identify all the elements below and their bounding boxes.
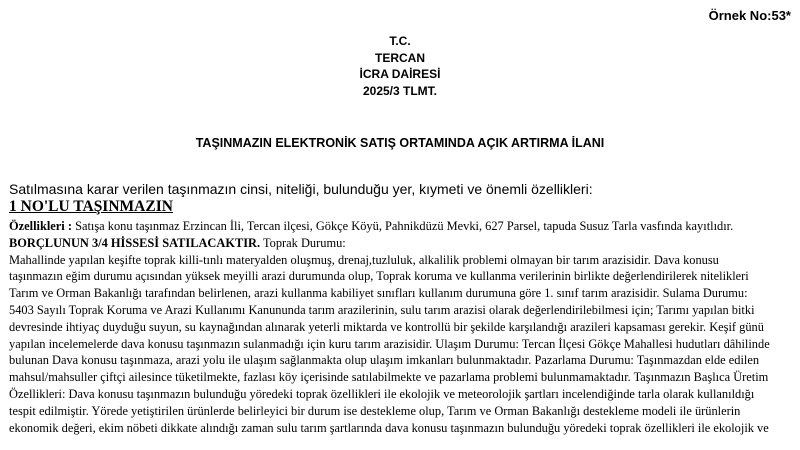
body-line: Özellikleri: Dava konusu taşınmazın bulunduğu yöredeki toprak özellikleri ile ekolojik ve meteorolojik şartları incelendiğinde tarla olarak kullanıldığı (9, 386, 755, 401)
body-line: taşınmazın eğim durumu açısından yüksek meyilli arazi durumunda olup, Toprak koruma ve kullanma verilerinin birlikte değerlendirilerek nitelikleri (9, 269, 749, 284)
properties-label: Özellikleri : (9, 219, 72, 233)
header-district: TERCAN (375, 50, 425, 65)
header-file-number: 2025/3 TLMT. (362, 83, 438, 98)
body-line: tespit edilmiştir. Yörede yetiştirilen ürünlerde belirleyici bir durum ise destekleme olup, Tarım ve Orman Bakanlığı destekleme modeli ile ürünlerin (9, 403, 741, 418)
intro-text: Satılmasına karar verilen taşınmazın cinsi, niteliği, bulunduğu yer, kıymeti ve önemli özellikleri: (9, 181, 593, 197)
debtor-line (9, 235, 794, 252)
properties-text: Satışa konu taşınmaz Erzincan İli, Tercan ilçesi, Gökçe Köyü, Pahnikdüzü Mevki, 627 Parsel, tapuda Susuz Tarla vasfında kayıtlıdır. (71, 219, 734, 233)
body-line: ekonomik değeri, ekim nöbeti dikkate alındığı zaman sulu tarım şartlarında dava konusu taşınmazın bulunduğu yöredeki toprak özellikleri ile ekolojik ve (9, 420, 769, 435)
soil-status-label: Toprak Durumu: (260, 235, 346, 250)
body-line: bulunan Dava konusu taşınmaza, arazi yolu ile ulaşım sağlanmakta olup ulaşım imkanları bulunmaktadır. Pazarlama Durumu: Taşınmazdan elde edilen (9, 353, 760, 368)
sample-number: Örnek No:53* (708, 8, 791, 23)
body-line: devresinde ihtiyaç duyduğu suyun, su kaynağından alınarak yeterli miktarda ve kontrollü bir şekilde karşılandığı arazileri kapsaması gerekir. Keşif günü (9, 319, 764, 334)
body-line: Tarım ve Orman Bakanlığı tarafından belirlenen, arazi kullanma kabiliyet sınıfları kullanım durumuna göre 1. sınıf tarım arazisidir. Sulama Durumu: (9, 286, 748, 301)
body-line: Mahallinde yapılan keşifte toprak killi-tınlı materyalden oluşmuş, drenaj,tuzluluk, alkalilik problemi olmayan bir tarım arazisidir. Dava konusu (9, 252, 719, 267)
header-office: İCRA DAİRESİ (359, 67, 441, 81)
header-tc: T.C. (389, 34, 411, 48)
body-line: 5403 Sayılı Toprak Koruma ve Arazi Kullanımı Kanununda tarım arazilerinin, sulu tarım arazisi olarak değerlendirilebilmesi için; Tarımı yapılan bitki (9, 302, 755, 317)
body-line: yapılan incelemelerde dava konusu taşınmazın sulanmadığı için kuru tarım arazisidir. Ulaşım Durumu: Tercan İlçesi Gökçe Mahallesi hudutları dâhilinde (9, 336, 770, 351)
document-body (9, 218, 794, 436)
debtor-share-notice: BORÇLUNUN 3/4 HİSSESİ SATILACAKTIR. (9, 235, 261, 250)
document-header (0, 33, 800, 99)
document-title: TAŞINMAZIN ELEKTRONİK SATIŞ ORTAMINDA AÇIK ARTIRMA İLANI (195, 136, 605, 150)
properties-line (9, 218, 794, 235)
section-title: 1 NO'LU TAŞINMAZIN (9, 198, 173, 215)
body-line: mahsul/mahsuller çiftçi ailesince tüketilmekte, fazlası köy içerisinde satılabilmekte ve pazarlama problemi bulunmamaktadır. Taşınmazın Başlıca Üretim (9, 370, 769, 385)
